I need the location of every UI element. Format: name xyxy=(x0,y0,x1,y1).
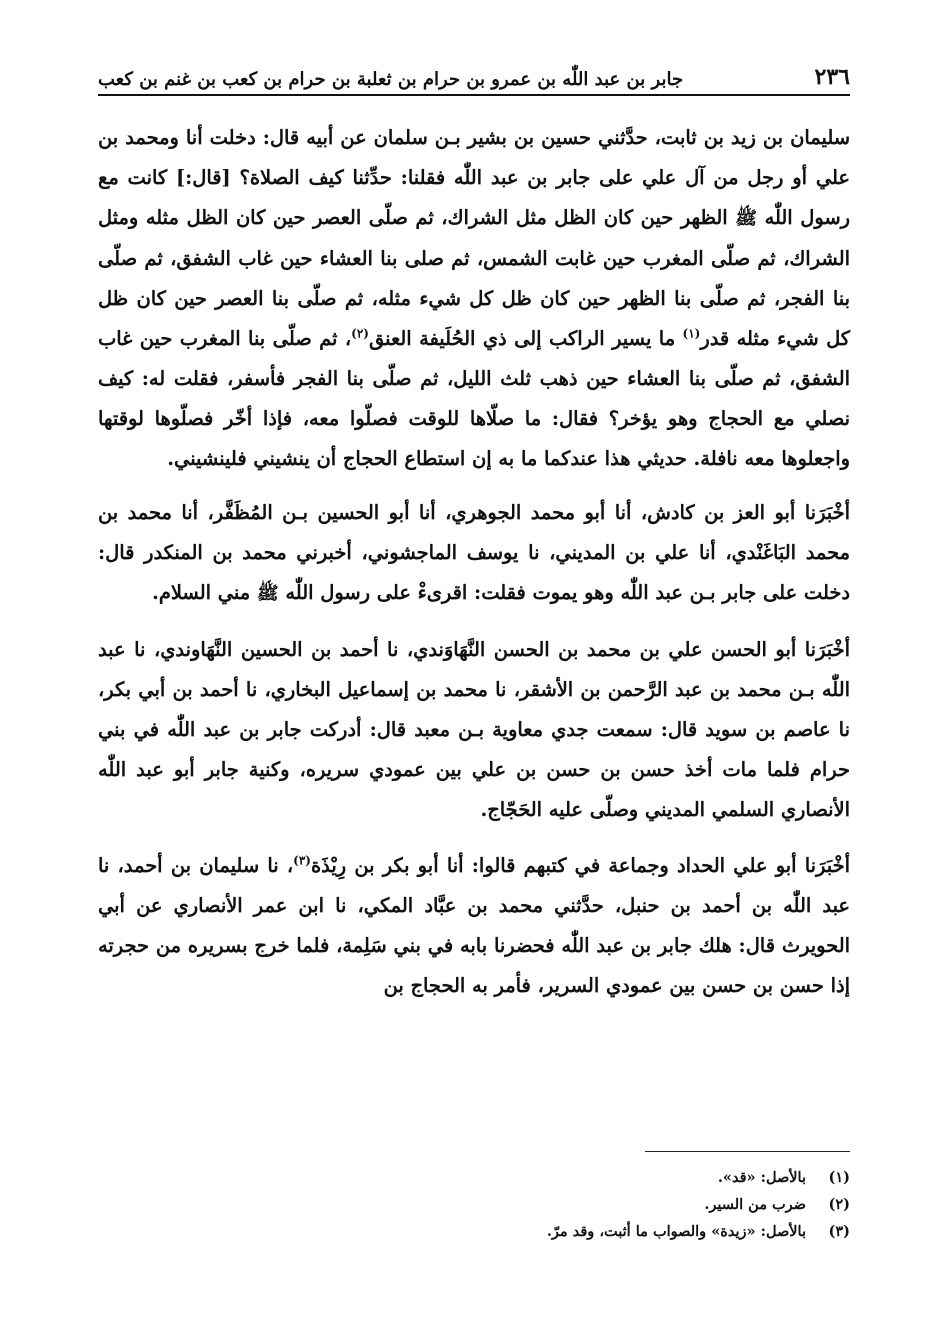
narration-keyword: أخْبَرَنا xyxy=(804,854,850,877)
footnote-number: (١) xyxy=(828,1169,850,1186)
text-run: أبو العز بن كادش، أنا أبو محمد الجوهري، أنا أبو الحسين بـن المُظَفَّر، أنا محمد بن محمد البَاغَنْدي، أنا علي بن المديني، نا يوسف الماجشوني، أخبرني محمد بن المنكدر قال: دخلت على جابر بـن عبد اللّٰه وهو يموت فقلت: اقرىءْ على رسول اللّٰه xyxy=(98,501,850,604)
footnotes xyxy=(210,1166,850,1247)
text-run: ، ثم صلّى بنا المغرب حين غاب الشفق، ثم صلّى بنا العشاء حين ذهب ثلث الليل، ثم صلّى بنا الفجر فأسفر، فقلت له: كيف نصلي مع الحجاج وهو يؤخر؟ فقال: ما صلّاها للوقت فصلّوا معه، فإذا أخّر فصلّوها لوقتها واجعلوها معه نافلة. حديثي هذا عندكما ما به إن استطاع الحجاج أن ينشيني فلينشيني. xyxy=(98,327,850,470)
paragraph xyxy=(98,493,850,614)
footnote-text: بالأصل: «قد». xyxy=(717,1169,806,1186)
running-title: جابر بن عبد اللّٰه بن عمرو بن حرام بن ثعلبة بن حرام بن كعب بن غنم بن كعب xyxy=(98,69,684,90)
footnote-number: (٢) xyxy=(828,1196,850,1213)
narration-keyword: أخْبَرَنا xyxy=(804,501,850,524)
text-run: سليمان بن زيد بن ثابت، حدَّثني حسين بن بشير بـن سلمان عن أبيه قال: دخلت أنا ومحمد بن علي أو رجل من آل علي على جابر بن عبد اللّٰه فقلنا: حدِّثنا كيف الصلاة؟ [قال:] كانت مع رسول اللّٰه xyxy=(98,126,850,229)
text-run: مني السلام. xyxy=(152,581,257,604)
footnote xyxy=(210,1166,850,1190)
footnote xyxy=(210,1220,850,1244)
footnote-number: (٣) xyxy=(828,1223,850,1240)
footnote-ref: (١) xyxy=(682,326,701,341)
text-run: الظهر حين كان الظل مثل الشراك، ثم صلّى العصر حين كان الظل مثله ومثل الشراك، ثم صلّى المغرب حين غابت الشمس، ثم صلى بنا العشاء حين غاب الشفق، ثم صلّى بنا الفجر، ثم صلّى بنا الظهر حين كان ظل كل شيء مثله، ثم صلّى بنا العصر حين كان ظل كل شيء مثله قدر xyxy=(98,206,851,350)
text-run: أبو الحسن علي بن محمد بن الحسن النَّهَاوَندي، نا أحمد بن الحسين النَّهَاوندي، نا عبد اللّٰه بـن محمد بن عبد الرَّحمن بن الأشقر، نا محمد بن إسماعيل البخاري، نا أحمد بن أبي بكر، نا عاصم بن سويد قال: سمعت جدي معاوية بـن معبد قال: أدركت جابر بن عبد اللّٰه في بني حرام فلما مات أخذ حسن بن حسن بن علي بين عمودي سريره، وكنية جابر أبو عبد اللّٰه الأنصاري السلمي المديني وصلّى عليه الحَجّاج. xyxy=(98,638,850,821)
footnote xyxy=(210,1193,850,1217)
narration-keyword: أخْبَرَنا xyxy=(804,638,850,661)
paragraph xyxy=(98,630,850,830)
main-text xyxy=(98,118,850,1022)
paragraph xyxy=(98,118,850,479)
footnote-text: بالأصل: «زيدة» والصواب ما أثبت، وقد مرّ. xyxy=(546,1223,806,1240)
footnote-text: ضرب من السير. xyxy=(704,1196,806,1213)
honorific-glyph: ﷺ xyxy=(735,208,758,229)
footnote-ref: (٣) xyxy=(293,853,311,868)
text-run: أبو علي الحداد وجماعة في كتبهم قالوا: أنا أبو بكر بن رِيْذَة xyxy=(310,854,805,877)
text-run: ما يسير الراكب إلى ذي الحُلَيفة العنق xyxy=(368,327,683,350)
honorific-glyph: ﷺ xyxy=(256,583,279,604)
paragraph xyxy=(98,846,850,1006)
text-run: ، نا سليمان بن أحمد، نا عبد اللّٰه بن أحمد بن حنبل، حدَّثني محمد بن عبَّاد المكي، نا ابن عمر الأنصاري عن أبي الحويرث قال: هلك جابر بن عبد اللّٰه فحضرنا بابه في بني سَلِمة، فلما خرج بسريره من حجرته إذا حسن بن حسن بين عمودي السرير، فأمر به الحجاج بن xyxy=(98,854,850,997)
footnote-ref: (٢) xyxy=(351,326,369,341)
page-number: ٢٣٦ xyxy=(814,64,850,90)
footnote-divider xyxy=(645,1151,850,1152)
page-header xyxy=(98,52,850,96)
